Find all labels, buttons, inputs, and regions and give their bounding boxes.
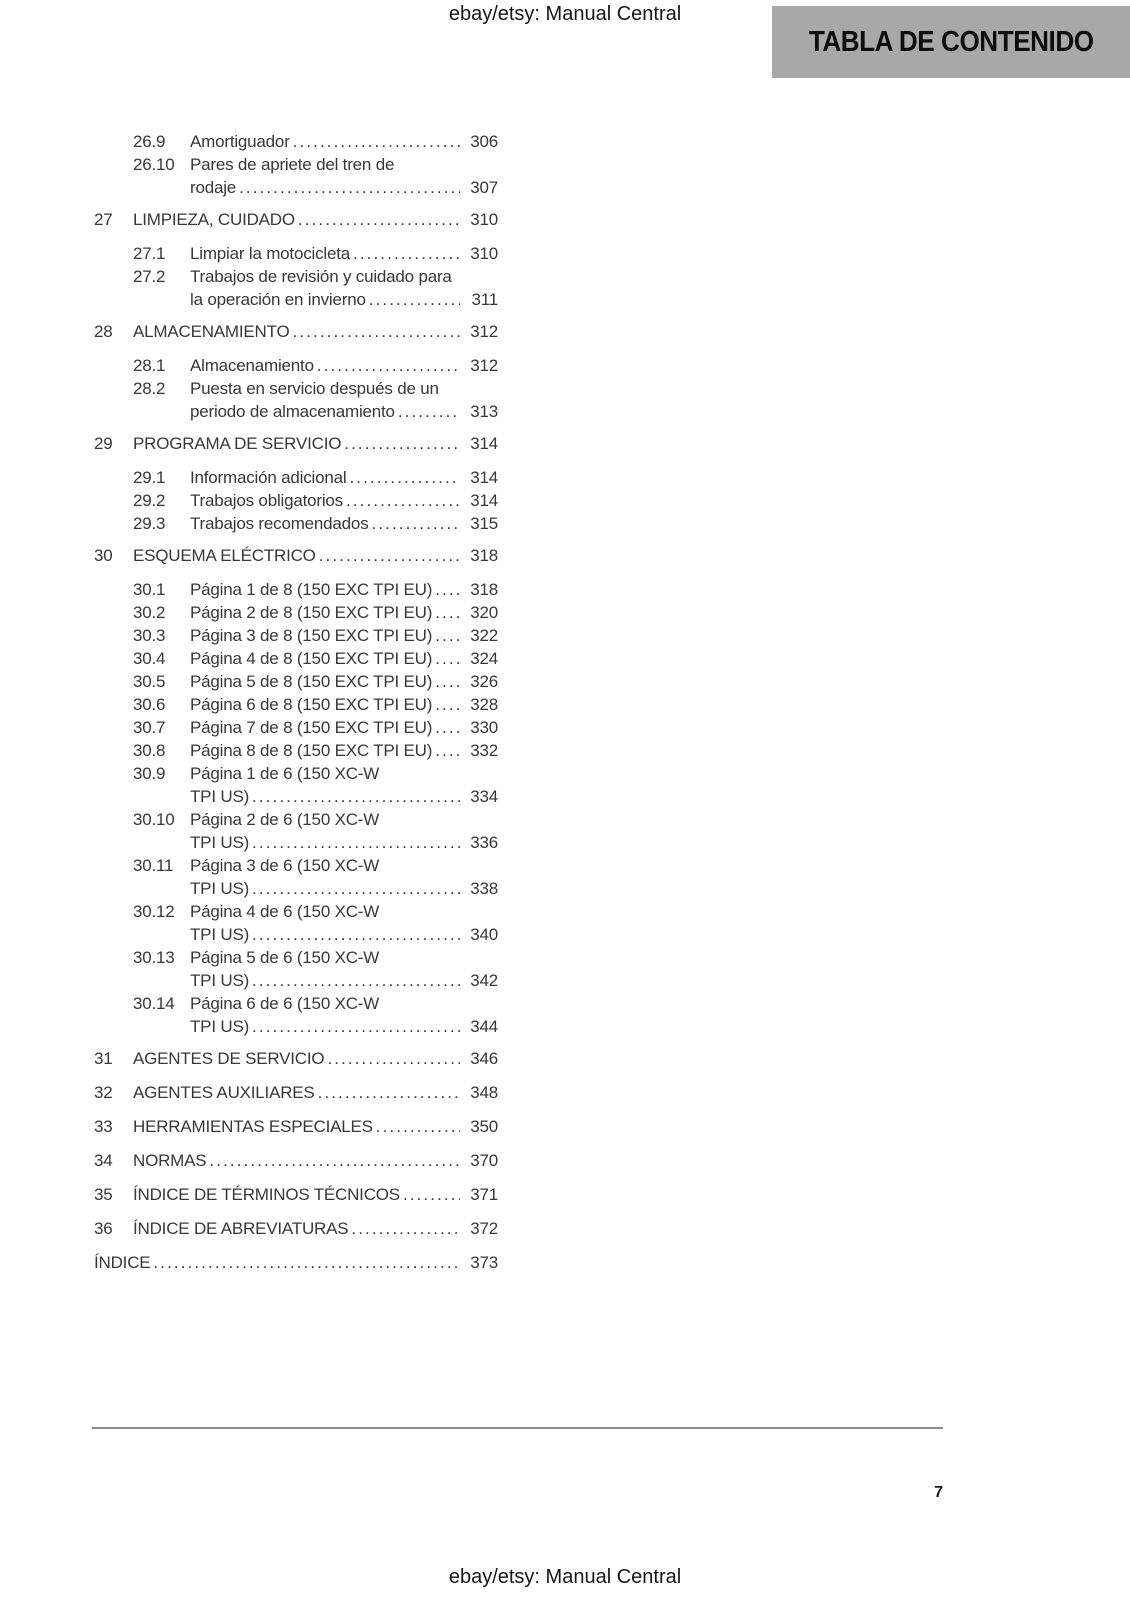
toc-entry-page: 310 bbox=[470, 210, 498, 229]
dot-leader bbox=[293, 320, 460, 343]
toc-entry-title: AGENTES AUXILIARES bbox=[133, 1083, 315, 1102]
toc-entry-number: 28.1 bbox=[133, 356, 166, 375]
toc-entry-title: AGENTES DE SERVICIO bbox=[133, 1049, 325, 1068]
toc-entry bbox=[94, 320, 498, 343]
toc-entry-title: Página 5 de 6 (150 XC-W bbox=[190, 948, 380, 967]
toc-entry-title: Limpiar la motocicleta bbox=[190, 244, 350, 263]
dot-leader bbox=[318, 1081, 460, 1104]
dot-leader bbox=[252, 785, 460, 808]
dot-leader bbox=[252, 923, 460, 946]
toc-entry bbox=[94, 489, 498, 512]
toc-entry bbox=[94, 900, 498, 946]
dot-leader bbox=[346, 489, 460, 512]
toc-entry-title: Página 5 de 8 (150 EXC TPI EU) bbox=[190, 672, 433, 691]
toc-entry-page: 318 bbox=[470, 546, 498, 565]
toc-entry-title: Página 1 de 8 (150 EXC TPI EU) bbox=[190, 580, 433, 599]
dot-leader bbox=[369, 288, 460, 311]
toc-entry-page: 314 bbox=[470, 491, 498, 510]
toc-entry bbox=[94, 624, 498, 647]
toc-entry-page: 320 bbox=[470, 603, 498, 622]
toc-entry bbox=[94, 1251, 498, 1274]
dot-leader bbox=[293, 130, 460, 153]
toc-entry-number: 29.2 bbox=[133, 491, 166, 510]
footer-rule bbox=[92, 1427, 943, 1429]
toc-entry bbox=[94, 647, 498, 670]
toc-entry bbox=[94, 512, 498, 535]
dot-leader bbox=[372, 512, 461, 535]
toc-entry-number: 32 bbox=[94, 1083, 113, 1102]
toc-entry-title: TPI US) bbox=[190, 1017, 250, 1036]
toc-entry-page: 346 bbox=[470, 1049, 498, 1068]
toc-entry bbox=[94, 601, 498, 624]
toc-entry bbox=[94, 670, 498, 693]
toc-entry-title: Puesta en servicio después de un bbox=[190, 379, 439, 398]
toc-entry-title: Página 4 de 8 (150 EXC TPI EU) bbox=[190, 649, 433, 668]
toc-entry-number: 30.9 bbox=[133, 764, 166, 783]
dot-leader bbox=[435, 624, 460, 647]
toc-entry bbox=[94, 1047, 498, 1070]
toc-entry bbox=[94, 854, 498, 900]
toc-entry-title: HERRAMIENTAS ESPECIALES bbox=[133, 1117, 373, 1136]
toc-entry-page: 348 bbox=[470, 1083, 498, 1102]
toc-entry-number: 33 bbox=[94, 1117, 113, 1136]
toc-entry-page: 344 bbox=[470, 1017, 498, 1036]
toc-entry bbox=[94, 578, 498, 601]
toc-entry-title: Trabajos obligatorios bbox=[190, 491, 343, 510]
dot-leader bbox=[298, 208, 460, 231]
toc-entry bbox=[94, 693, 498, 716]
toc-banner-title: TABLA DE CONTENIDO bbox=[808, 25, 1094, 58]
toc-entry-title: Página 3 de 6 (150 XC-W bbox=[190, 856, 380, 875]
toc-entry-page: 372 bbox=[470, 1219, 498, 1238]
toc-entry-title: Página 2 de 8 (150 EXC TPI EU) bbox=[190, 603, 433, 622]
toc-entry-number: 30.2 bbox=[133, 603, 166, 622]
toc-entry-page: 370 bbox=[470, 1151, 498, 1170]
toc-entry-page: 306 bbox=[470, 132, 498, 151]
toc-entry-number: 29.3 bbox=[133, 514, 166, 533]
dot-leader bbox=[239, 176, 460, 199]
toc-entry bbox=[94, 377, 498, 423]
toc-entry-page: 338 bbox=[470, 879, 498, 898]
toc-entry-page: 314 bbox=[470, 468, 498, 487]
toc-entry-number: 27.1 bbox=[133, 244, 166, 263]
toc-entry-page: 340 bbox=[470, 925, 498, 944]
toc-entry-title: Almacenamiento bbox=[190, 356, 314, 375]
dot-leader bbox=[153, 1251, 460, 1274]
toc-entry-page: 307 bbox=[470, 178, 498, 197]
toc-entry-title: ÍNDICE bbox=[94, 1253, 151, 1272]
toc-entry bbox=[94, 265, 498, 311]
dot-leader bbox=[435, 739, 460, 762]
toc-entry-page: 332 bbox=[470, 741, 498, 760]
toc-entry-page: 328 bbox=[470, 695, 498, 714]
toc-entry-number: 30.12 bbox=[133, 902, 175, 921]
toc-entry-title: PROGRAMA DE SERVICIO bbox=[133, 434, 342, 453]
toc-list bbox=[94, 130, 498, 1285]
toc-entry-title: ALMACENAMIENTO bbox=[133, 322, 290, 341]
toc-entry-title: TPI US) bbox=[190, 833, 250, 852]
toc-entry bbox=[94, 153, 498, 199]
toc-entry-number: 30.13 bbox=[133, 948, 175, 967]
toc-entry-number: 35 bbox=[94, 1185, 113, 1204]
toc-entry-title: Amortiguador bbox=[190, 132, 290, 151]
toc-entry-page: 342 bbox=[470, 971, 498, 990]
toc-entry bbox=[94, 544, 498, 567]
toc-entry bbox=[94, 992, 498, 1038]
toc-entry-title: NORMAS bbox=[133, 1151, 207, 1170]
toc-entry bbox=[94, 130, 498, 153]
toc-entry-title: Página 6 de 6 (150 XC-W bbox=[190, 994, 380, 1013]
toc-banner bbox=[772, 6, 1130, 78]
toc-entry-number: 30.1 bbox=[133, 580, 166, 599]
toc-entry bbox=[94, 1081, 498, 1104]
toc-entry bbox=[94, 946, 498, 992]
dot-leader bbox=[317, 354, 460, 377]
toc-entry-title: ÍNDICE DE ABREVIATURAS bbox=[133, 1219, 349, 1238]
toc-entry bbox=[94, 808, 498, 854]
toc-entry-number: 30 bbox=[94, 546, 113, 565]
toc-entry-page: 326 bbox=[470, 672, 498, 691]
dot-leader bbox=[252, 877, 460, 900]
dot-leader bbox=[344, 432, 460, 455]
toc-entry bbox=[94, 354, 498, 377]
dot-leader bbox=[319, 544, 460, 567]
toc-entry-title: Página 8 de 8 (150 EXC TPI EU) bbox=[190, 741, 433, 760]
toc-entry-title: la operación en invierno bbox=[190, 290, 366, 309]
toc-entry-page: 312 bbox=[470, 322, 498, 341]
toc-entry-title: Página 1 de 6 (150 XC-W bbox=[190, 764, 380, 783]
toc-entry-title: Página 7 de 8 (150 EXC TPI EU) bbox=[190, 718, 433, 737]
toc-entry-title: Página 2 de 6 (150 XC-W bbox=[190, 810, 380, 829]
toc-entry-number: 30.6 bbox=[133, 695, 166, 714]
toc-entry-number: 27 bbox=[94, 210, 113, 229]
toc-entry-number: 31 bbox=[94, 1049, 113, 1068]
dot-leader bbox=[398, 400, 460, 423]
toc-entry bbox=[94, 208, 498, 231]
toc-entry-number: 30.4 bbox=[133, 649, 166, 668]
dot-leader bbox=[435, 601, 460, 624]
header-label: ebay/etsy: Manual Central bbox=[448, 3, 682, 25]
toc-entry-title: rodaje bbox=[190, 178, 237, 197]
toc-entry bbox=[94, 1217, 498, 1240]
toc-entry-title: Pares de apriete del tren de bbox=[190, 155, 395, 174]
toc-entry-title: Página 3 de 8 (150 EXC TPI EU) bbox=[190, 626, 433, 645]
dot-leader bbox=[353, 242, 460, 265]
toc-entry-title: ESQUEMA ELÉCTRICO bbox=[133, 546, 316, 565]
toc-entry-page: 334 bbox=[470, 787, 498, 806]
toc-entry bbox=[94, 242, 498, 265]
toc-entry-title: Trabajos recomendados bbox=[190, 514, 369, 533]
toc-entry bbox=[94, 432, 498, 455]
toc-entry-number: 29.1 bbox=[133, 468, 166, 487]
toc-entry-title: periodo de almacenamiento bbox=[190, 402, 395, 421]
toc-entry-page: 324 bbox=[470, 649, 498, 668]
toc-entry bbox=[94, 716, 498, 739]
toc-entry-page: 318 bbox=[470, 580, 498, 599]
dot-leader bbox=[252, 1015, 460, 1038]
dot-leader bbox=[376, 1115, 460, 1138]
toc-entry bbox=[94, 1115, 498, 1138]
toc-entry-page: 373 bbox=[470, 1253, 498, 1272]
toc-entry-number: 30.11 bbox=[133, 856, 174, 875]
toc-entry-page: 322 bbox=[470, 626, 498, 645]
toc-entry-title: TPI US) bbox=[190, 925, 250, 944]
dot-leader bbox=[403, 1183, 460, 1206]
toc-entry-number: 27.2 bbox=[133, 267, 166, 286]
dot-leader bbox=[349, 466, 460, 489]
toc-entry-title: TPI US) bbox=[190, 879, 250, 898]
toc-entry-title: ÍNDICE DE TÉRMINOS TÉCNICOS bbox=[133, 1185, 400, 1204]
toc-entry-number: 30.8 bbox=[133, 741, 166, 760]
dot-leader bbox=[351, 1217, 460, 1240]
dot-leader bbox=[435, 693, 460, 716]
toc-entry-title: Trabajos de revisión y cuidado para bbox=[190, 267, 452, 286]
dot-leader bbox=[435, 647, 460, 670]
toc-entry-number: 30.14 bbox=[133, 994, 175, 1013]
toc-entry-page: 330 bbox=[470, 718, 498, 737]
toc-entry-title: Página 4 de 6 (150 XC-W bbox=[190, 902, 380, 921]
toc-entry-title: TPI US) bbox=[190, 787, 250, 806]
toc-entry-page: 310 bbox=[470, 244, 498, 263]
page-number: 7 bbox=[934, 1484, 943, 1501]
dot-leader bbox=[435, 578, 460, 601]
toc-entry-title: Página 6 de 8 (150 EXC TPI EU) bbox=[190, 695, 433, 714]
toc-entry-page: 312 bbox=[470, 356, 498, 375]
toc-entry-page: 350 bbox=[470, 1117, 498, 1136]
toc-entry-number: 26.9 bbox=[133, 132, 166, 151]
footer-label: ebay/etsy: Manual Central bbox=[448, 1566, 682, 1588]
toc-entry-number: 26.10 bbox=[133, 155, 175, 174]
toc-entry-number: 29 bbox=[94, 434, 113, 453]
toc-entry-number: 36 bbox=[94, 1219, 113, 1238]
toc-entry-number: 30.7 bbox=[133, 718, 166, 737]
toc-entry-number: 28.2 bbox=[133, 379, 166, 398]
toc-entry bbox=[94, 739, 498, 762]
toc-entry-title: LIMPIEZA, CUIDADO bbox=[133, 210, 295, 229]
toc-entry-number: 30.3 bbox=[133, 626, 166, 645]
toc-entry-page: 311 bbox=[471, 290, 498, 309]
toc-entry-page: 371 bbox=[470, 1185, 498, 1204]
toc-entry-title: TPI US) bbox=[190, 971, 250, 990]
dot-leader bbox=[209, 1149, 460, 1172]
toc-entry-page: 315 bbox=[470, 514, 498, 533]
toc-entry-number: 30.5 bbox=[133, 672, 166, 691]
dot-leader bbox=[252, 831, 460, 854]
toc-entry bbox=[94, 1183, 498, 1206]
toc-entry-page: 314 bbox=[470, 434, 498, 453]
toc-entry-number: 34 bbox=[94, 1151, 113, 1170]
toc-entry-number: 30.10 bbox=[133, 810, 175, 829]
dot-leader bbox=[327, 1047, 460, 1070]
dot-leader bbox=[252, 969, 460, 992]
toc-entry-page: 313 bbox=[470, 402, 498, 421]
toc-entry bbox=[94, 1149, 498, 1172]
toc-entry-title: Información adicional bbox=[190, 468, 347, 487]
toc-entry-number: 28 bbox=[94, 322, 113, 341]
dot-leader bbox=[435, 716, 460, 739]
toc-entry bbox=[94, 762, 498, 808]
dot-leader bbox=[435, 670, 460, 693]
toc-entry bbox=[94, 466, 498, 489]
toc-entry-page: 336 bbox=[470, 833, 498, 852]
